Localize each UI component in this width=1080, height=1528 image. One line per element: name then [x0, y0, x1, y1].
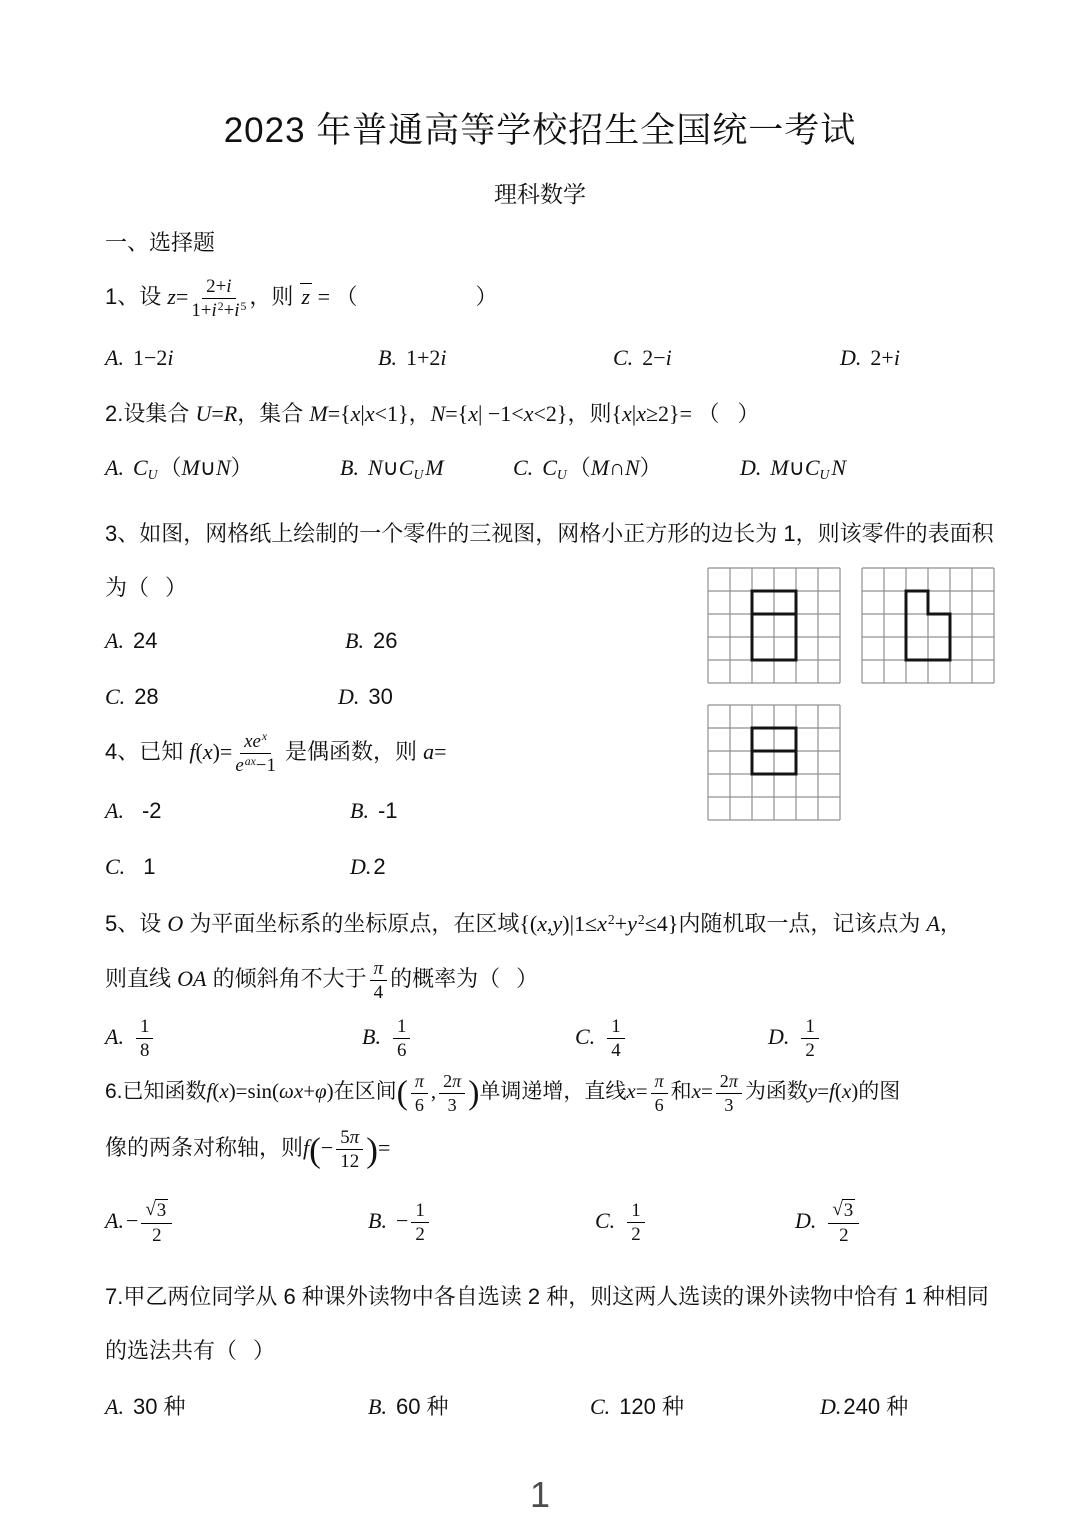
q2-option-d	[740, 451, 846, 488]
option-content: 24	[132, 628, 158, 653]
q1-option-b	[378, 341, 447, 375]
question-7-stem-line-1: 7.甲乙两位同学从 6 种课外读物中各自选读 2 种，则这两人选读的课外读物中恰有 1 种相同	[105, 1284, 989, 1309]
question-7-stem-line-2: 的选法共有（ ）	[105, 1338, 276, 1363]
page-subtitle: 理科数学	[494, 181, 586, 207]
q1-option-a	[105, 341, 174, 375]
question-3-stem-line-2: 为（ ）	[105, 575, 188, 600]
option-label: D.	[768, 1024, 790, 1049]
question-4-stem: 4、已知 f(x)= $\frac{xe^x}{e^{ax}-1}$ 是偶函数，则 a=	[105, 730, 447, 777]
question-5-stem-line-2: 则直线 OA 的倾斜角不大于 $\frac{\pi}{4}$ 的概率为（ ）	[105, 957, 539, 1004]
option-content: 2+i	[870, 345, 900, 370]
option-content: CU（M∩N）	[542, 455, 662, 482]
q2-option-a	[105, 451, 253, 488]
option-label: B.	[368, 1208, 387, 1233]
option-label: A.	[105, 628, 124, 653]
q7-option-b	[368, 1390, 449, 1424]
option-label: C.	[595, 1208, 616, 1233]
option-content: $\frac{1}{4}$	[604, 1024, 627, 1049]
q4-option-b	[350, 795, 398, 827]
option-content: √ 3 2	[825, 1208, 862, 1233]
option-content: 26	[372, 628, 398, 653]
q4-option-a	[105, 795, 162, 827]
q1-option-d	[840, 341, 900, 375]
option-label: D.	[338, 684, 360, 709]
q6-option-d	[795, 1192, 862, 1250]
option-label: B.	[368, 1394, 387, 1419]
option-label: A.	[105, 1394, 124, 1419]
option-label: D.	[350, 854, 372, 879]
q3-option-d	[338, 681, 393, 713]
option-content: 28	[134, 684, 159, 709]
option-content: $\frac{1}{8}$	[133, 1024, 156, 1049]
option-label: C.	[575, 1024, 596, 1049]
option-content: 1+2i	[405, 345, 447, 370]
question-3-stem-line-1: 3、如图，网格纸上绘制的一个零件的三视图，网格小正方形的边长为 1，则该零件的表面积	[105, 521, 994, 546]
q7-option-a	[105, 1390, 186, 1424]
option-content: -1	[377, 798, 398, 823]
side-view-grid-figure	[860, 566, 996, 685]
q7-option-c	[590, 1390, 684, 1424]
q1-option-c	[613, 341, 672, 375]
option-content: 120 种	[619, 1394, 685, 1419]
q5-option-b	[362, 1008, 413, 1066]
option-label: B.	[350, 798, 369, 823]
option-label: A.	[105, 455, 124, 480]
question-1-stem: 1、设 z= $\frac{2+i}{1+i^2+i^5}$ ，则 z = （ ）	[105, 275, 498, 322]
option-label: B.	[340, 455, 359, 480]
option-content: 2	[373, 854, 386, 879]
option-content: 30	[368, 684, 393, 709]
page-number: 1	[529, 1474, 551, 1515]
option-content: 2−i	[642, 345, 672, 370]
page-title: 2023 年普通高等学校招生全国统一考试	[223, 111, 857, 150]
q3-option-b	[345, 625, 397, 657]
q5-option-d	[768, 1008, 822, 1066]
option-content: − √ 3 2	[126, 1208, 175, 1233]
option-label: D.	[740, 455, 762, 480]
q2-option-b	[340, 451, 444, 488]
option-label: A.	[105, 798, 124, 823]
option-label: A.	[105, 345, 124, 370]
option-content: − $\frac{1}{2}$	[396, 1208, 432, 1233]
q2-option-c	[513, 451, 662, 488]
option-content: 30 种	[132, 1394, 186, 1419]
question-2-stem: 2.设集合 U=R，集合 M={x|x<1}，N={x| −1<x<2}，则{x|x≥2}= （ ）	[105, 401, 760, 426]
option-label: C.	[590, 1394, 611, 1419]
option-content: M∪CUN	[770, 455, 847, 482]
front-view-grid-figure	[706, 566, 842, 685]
q7-option-d	[820, 1390, 908, 1424]
option-label: C.	[513, 455, 534, 480]
question-6-stem-line-1: 6.已知函数f(x)=sin(ωx+φ)在区间( $\frac{\pi}{6}$ , $\frac{2\pi}{3}$ )单调递增，直线x= $\frac{\pi}{6}$ 和x= $\frac{2\pi}{3}$ 为函数y=f(x)的图	[105, 1070, 901, 1115]
q5-option-c	[575, 1008, 628, 1066]
option-label: B.	[362, 1024, 381, 1049]
question-5-stem-line-1: 5、设 O 为平面坐标系的坐标原点，在区域$\{(x,y)|1\le x^2+y^2\le 4\}$内随机取一点，记该点为 A，	[105, 911, 962, 936]
question-6-stem-line-2: 像的两条对称轴，则f(− $\frac{5\pi}{12}$ )=	[105, 1126, 391, 1173]
option-content: $\frac{1}{6}$	[390, 1024, 413, 1049]
q3-option-c	[105, 681, 159, 713]
option-content: 1	[143, 854, 156, 879]
option-content: $\frac{1}{2}$	[798, 1024, 821, 1049]
option-label: A.	[105, 1208, 124, 1233]
q6-option-b	[368, 1192, 432, 1250]
option-label: B.	[378, 345, 397, 370]
option-label: B.	[345, 628, 364, 653]
option-content: 1−2i	[132, 345, 174, 370]
option-content: $\frac{1}{2}$	[624, 1208, 647, 1233]
option-content: -2	[141, 798, 162, 823]
option-label: D.	[795, 1208, 817, 1233]
option-content: N∪CUM	[367, 455, 444, 482]
option-content: 240 种	[843, 1394, 909, 1419]
option-content: CU（M∪N）	[132, 455, 253, 482]
option-label: D.	[820, 1394, 842, 1419]
q3-option-a	[105, 625, 157, 657]
q4-option-d	[350, 851, 386, 883]
q6-option-a	[105, 1192, 175, 1250]
option-label: C.	[613, 345, 634, 370]
option-label: A.	[105, 1024, 124, 1049]
q6-option-c	[595, 1192, 648, 1250]
option-content: 60 种	[395, 1394, 449, 1419]
q4-option-c	[105, 851, 155, 883]
option-label: C.	[105, 684, 126, 709]
q5-option-a	[105, 1008, 156, 1066]
option-label: D.	[840, 345, 862, 370]
section-heading: 一、选择题	[105, 230, 216, 255]
option-label: C.	[105, 854, 126, 879]
top-view-grid-figure	[706, 703, 842, 822]
